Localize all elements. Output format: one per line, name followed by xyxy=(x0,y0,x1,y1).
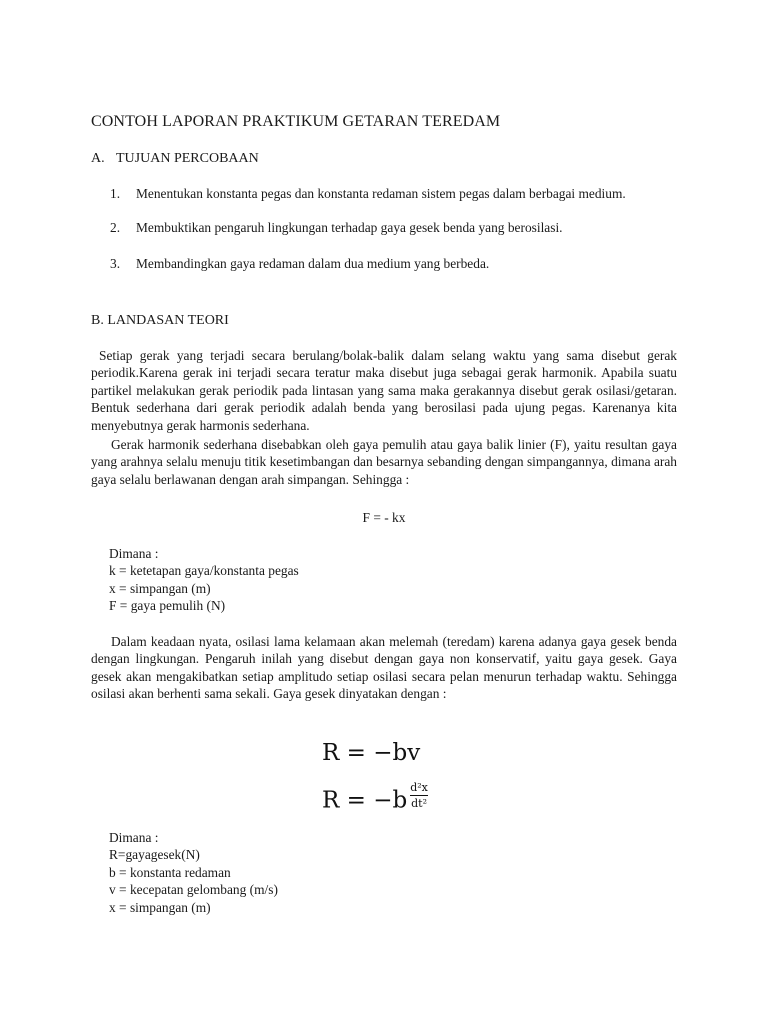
formula-damping-derivative xyxy=(322,781,428,816)
fraction-numerator: d²x xyxy=(410,781,428,794)
definition-line: Dimana : xyxy=(109,546,159,561)
definition-line: F = gaya pemulih (N) xyxy=(109,598,226,614)
formula-damping-force: R = −bv xyxy=(322,740,421,766)
section-a-label: A. xyxy=(91,151,105,166)
fraction-bar xyxy=(410,795,428,796)
equation-hooke: F = - kx xyxy=(362,510,406,525)
definition-line: x = simpangan (m) xyxy=(109,899,211,915)
definition-line: x = simpangan (m) xyxy=(109,580,211,596)
list-item-text: Membuktikan pengaruh lingkungan terhadap gaya gesek benda yang berosilasi. xyxy=(136,220,563,236)
section-a-title: TUJUAN PERCOBAAN xyxy=(116,151,259,166)
formula-lhs: R = −b xyxy=(322,787,408,814)
paragraph-periodic-motion xyxy=(91,347,677,434)
list-item xyxy=(110,219,677,236)
list-item-text: Membandingkan gaya redaman dalam dua medium yang berbeda. xyxy=(136,255,490,271)
definition-line: k = ketetapan gaya/konstanta pegas xyxy=(109,563,299,579)
definitions-damping xyxy=(109,829,278,916)
paragraph-text: Setiap gerak yang terjadi secara berulang/bolak-balik dalam selang waktu yang sama disebut gerak periodik.Karena gerak ini terjadi secara teratur maka disebut juga sebagai gerak harmonik. Apabila suatu partikel melakukan gerak periodik pada lintasan yang sama maka gerakannya disebut gerak osilasi/getaran. Bentuk sederhana dari gerak periodik adalah benda yang berosilasi pada ujung pegas. Karenanya kita menyebutnya gerak harmonis sederhana. xyxy=(91,348,677,433)
definition-line: v = kecepatan gelombang (m/s) xyxy=(109,882,278,898)
section-b-heading: B. LANDASAN TEORI xyxy=(91,313,229,328)
list-item-number: 1. xyxy=(110,186,121,201)
document-title: CONTOH LAPORAN PRAKTIKUM GETARAN TEREDAM xyxy=(91,113,501,130)
list-item-number: 2. xyxy=(110,220,121,236)
fraction-denominator: dt² xyxy=(411,797,427,810)
paragraph-damping: Dalam keadaan nyata, osilasi lama kelamaan akan melemah (teredam) karena adanya gaya gesek benda dengan lingkungan. Pengaruh inilah yang disebut dengan gaya non konservatif, yaitu gaya gesek. Gaya gesek akan mengakibatkan setiap amplitudo setiap osilasi secara pelan menurun terhadap waktu. Sehingga osilasi akan berhenti sama sekali. Gaya gesek dinyatakan dengan : xyxy=(91,634,677,702)
list-item xyxy=(110,255,677,272)
definition-line: b = konstanta redaman xyxy=(109,864,231,880)
section-a-heading xyxy=(91,150,259,167)
definitions-hooke xyxy=(109,545,299,615)
list-item-text: Menentukan konstanta pegas dan konstanta redaman sistem pegas dalam berbagai medium. xyxy=(136,186,626,201)
paragraph-harmonic-motion: Gerak harmonik sederhana disebabkan oleh gaya pemulih atau gaya balik linier (F), yaitu resultan gaya yang arahnya selalu menuju titik kesetimbangan dan besarnya sebanding dengan simpangannya, dimana arah gaya selalu berlawanan dengan arah simpangan. Sehingga : xyxy=(91,437,677,487)
definition-line: R=gayagesek(N) xyxy=(109,847,200,863)
formula-fraction xyxy=(410,781,428,810)
list-item-number: 3. xyxy=(110,255,121,271)
goals-list xyxy=(110,185,677,272)
definition-line: Dimana : xyxy=(109,830,159,845)
list-item xyxy=(110,185,677,202)
